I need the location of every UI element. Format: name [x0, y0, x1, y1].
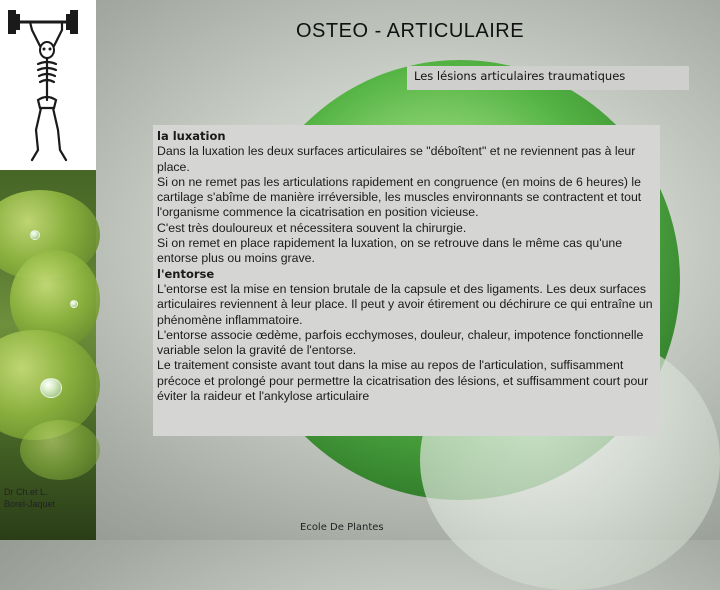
sidebar-plant-photo [0, 0, 96, 540]
credit-line: Borel-Jaquet [4, 499, 56, 509]
water-drop [30, 230, 40, 240]
water-drop [40, 378, 62, 398]
paragraph: L'entorse est la mise en tension brutale de la capsule et des ligaments. Les deux surfaces articulaires reviennent à leur place. Il peut y avoir étirement ou déchirure ce qui entraîne un phénomène inflammatoire. [157, 281, 653, 327]
paragraph: Si on ne remet pas les articulations rapidement en congruence (en moins de 6 heures) le cartilage s'abîme de manière irréversible, les muscles environnants se contractent et tout l'organisme commence la cicatrisation en position vicieuse. [157, 174, 642, 220]
content-text-box [153, 125, 660, 436]
paragraph: Dans la luxation les deux surfaces articulaires se "déboîtent" et ne reviennent pas à leur place. [157, 144, 636, 174]
credit-line: Dr Ch.et L. [4, 487, 48, 497]
leaf-shape [20, 420, 100, 480]
subtitle-text: Les lésions articulaires traumatiques [414, 69, 626, 83]
paragraph: Le traitement consiste avant tout dans la mise au repos de l'articulation, suffisamment précoce et prolongé pour permettre la cicatrisation des lésions, et suffisamment court pour éviter la raideur et l'ankylose articulaire [157, 358, 649, 404]
section-heading-entorse: l'entorse [157, 266, 215, 281]
page-title: OSTEO - ARTICULAIRE [296, 20, 525, 42]
paragraph: Si on remet en place rapidement la luxation, on se retrouve dans le même cas qu'une entorse plus ou moins grave. [157, 236, 623, 266]
footer-text: Ecole De Plantes [300, 522, 384, 533]
author-credit [4, 486, 96, 510]
paragraph: C'est très douloureux et nécessitera souvent la chirurgie. [157, 220, 467, 235]
subtitle-box [407, 66, 689, 90]
water-drop [70, 300, 78, 308]
section-heading-luxation: la luxation [157, 129, 226, 143]
skeleton-weightlifter-icon [0, 0, 96, 170]
paragraph: L'entorse associe œdème, parfois ecchymoses, douleur, chaleur, impotence fonctionnelle variable selon la gravité de l'entorse. [157, 327, 644, 358]
